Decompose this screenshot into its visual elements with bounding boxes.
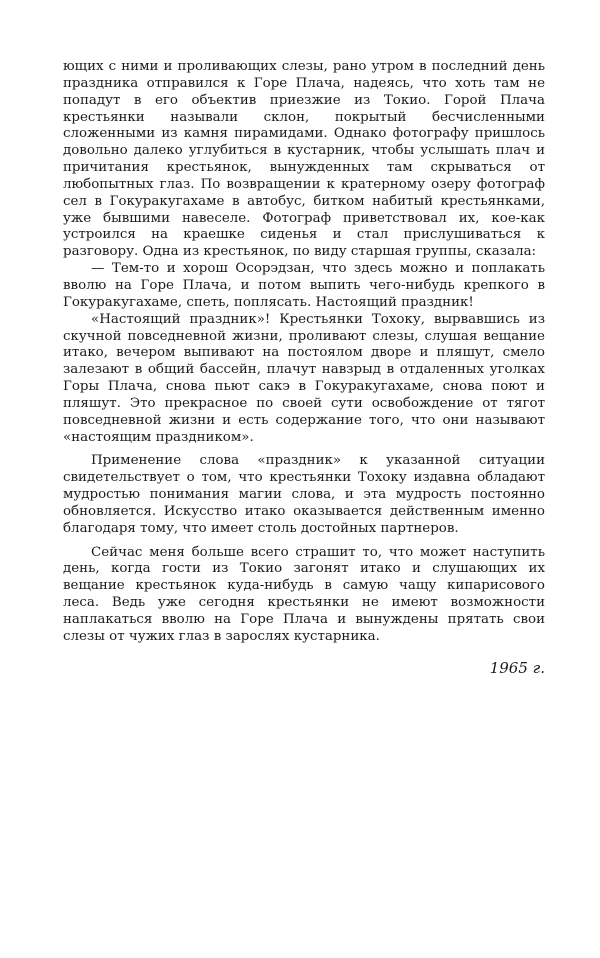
page-body [63,59,545,646]
paragraph-4: Применение слова «праздник» к указанной ситуации свидетельствует о том, что крестьянки Тохоку издавна обладают мудростью понимания магии слова, и эта мудрость постоянно обновляется. Искусство итако оказывается действенным именно благодаря тому, что имеет столь достойных партнеров. [63,453,545,536]
paragraph-2-quote: — Тем-то и хорош Осорэдзан, что здесь можно и поплакать вволю на Горе Плача, и потом выпить чего-нибудь крепкого в Гокуракугахаме, спеть, поплясать. Настоящий праздник! [63,261,545,310]
paragraph-1: ющих с ними и проливающих слезы, рано утром в последний день праздника отправился к Горе Плача, надеясь, что хоть там не попадут в его объектив приезжие из Токио. Горой Плача крестьянки называли склон, покрытый бесчисленными сложенными из камня пирамидами. Однако фотографу пришлось довольно далеко углубиться в кустарник, чтобы услышать плач и причитания крестьянок, вынужденных там скрываться от любопытных глаз. По возвращении к кратерному озеру фотограф сел в Гокуракугахаме в автобус, битком набитый крестьянками, уже бывшими навеселе. Фотограф приветствовал их, кое-как устроился на краешке сиденья и стал прислушиваться к разговору. Одна из крестьянок, по виду старшая группы, сказала: [63,59,545,260]
paragraph-3: «Настоящий праздник»! Крестьянки Тохоку, вырвавшись из скучной повседневной жизни, проливают слезы, слушая вещание итако, вечером выпивают на постоялом дворе и пляшут, смело залезают в общий бассейн, плачут навзрыд в отдаленных уголках Горы Плача, снова пьют сакэ в Гокуракугахаме, снова поют и пляшут. Это прекрасное по своей сути освобождение от тягот повседневной жизни и есть содержание того, что они называют «настоящим праздником». [63,311,545,445]
date-signature: 1965 г. [489,659,545,677]
paragraph-5: Сейчас меня больше всего страшит то, что может наступить день, когда гости из Токио загонят итако и слушающих их вещание крестьянок куда-нибудь в самую чащу кипарисового леса. Ведь уже сегодня крестьянки не имеют возможности наплакаться вволю на Горе Плача и вынуждены прятать свои слезы от чужих глаз в зарослях кустарника. [63,544,545,644]
